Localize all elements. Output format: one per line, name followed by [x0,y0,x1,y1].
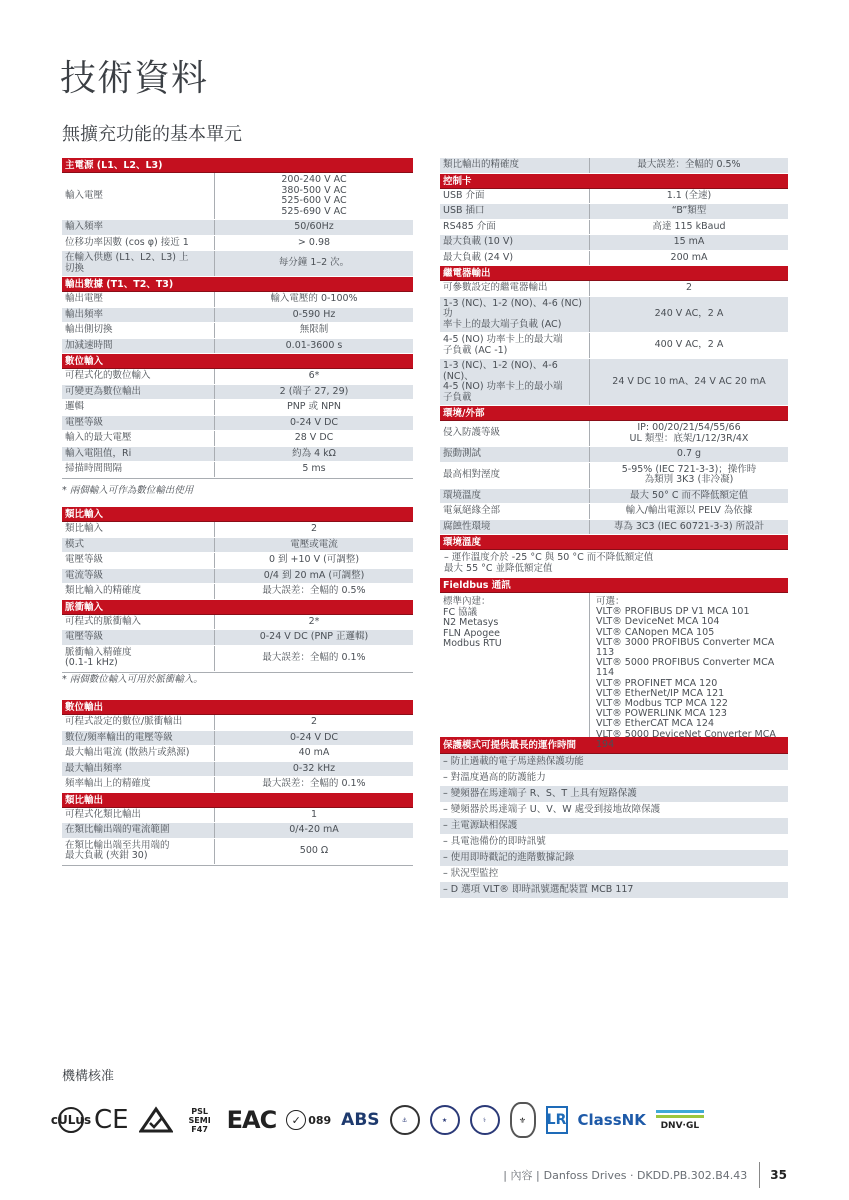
spec-row [62,251,413,277]
spec-value: 40 mA [298,747,330,758]
spec-value: 5-95% (IEC 721-3-3)；操作時 為類別 3K3 (非冷凝) [621,463,757,485]
spec-label: 電壓等級 [62,553,215,568]
spec-label: USB 介面 [440,189,590,204]
spec-label: 在類比輸出端的電流範圍 [62,823,215,838]
spec-label: 加減速時間 [62,339,215,354]
footnote-digital-inputs: * 兩個輸入可作為數位輸出使用 [62,485,194,496]
spec-row [62,646,413,672]
spec-row [62,522,413,538]
spec-value: 200 mA [670,251,708,263]
registro-logo: ⚜ [510,1102,536,1138]
spec-row [62,615,413,631]
spec-table-outputs [62,700,413,866]
page-title: 技術資料 [60,58,209,99]
spec-row [62,308,413,324]
spec-label: 電壓等級 [62,630,215,645]
right-column [440,158,788,898]
spec-row [62,462,413,478]
spec-label: 邏輯 [62,400,215,415]
page-footer [503,1162,787,1188]
spec-value: 每分鐘 1–2 次。 [278,257,350,269]
section-header-fieldbus: Fieldbus 通訊 [440,578,788,593]
spec-row [62,538,413,554]
spec-label: 輸入頻率 [62,220,215,235]
spec-row [62,731,413,747]
page-number: 35 [759,1162,787,1188]
spec-label: 輸入電阻值，Ri [62,447,215,462]
protection-item: – 具電池備份的即時訊號 [443,836,546,847]
spec-value: 0/4-20 mA [289,824,339,835]
spec-value: 0 到 +10 V (可調整) [268,554,360,565]
spec-label: 類比輸出的精確度 [440,158,590,173]
section-header-ambient: 環境溫度 [440,535,788,550]
spec-label: 振動測試 [440,447,590,462]
ul-logo: cULus [58,1107,84,1133]
spec-row [62,569,413,585]
spec-value: 0.01-3600 s [285,339,343,351]
spec-value: 電壓或電流 [290,538,338,550]
spec-row [440,447,788,463]
protection-item: – 變頻器於馬達端子 U、V、W 處受到接地故障保護 [443,804,661,815]
spec-value: 28 V DC [294,432,334,443]
dnv-gl-text: DNV·GL [660,1120,700,1131]
eac-logo: EAC [226,1106,277,1134]
spec-row [62,808,413,824]
spec-value: 2 (端子 27, 29) [279,385,349,397]
lloyds-register-logo: LR [546,1106,568,1134]
spec-label: 最高相對溼度 [440,463,590,488]
spec-label: 侵入防護等級 [440,421,590,446]
spec-label: RS485 介面 [440,220,590,235]
spec-label: 輸出側切換 [62,323,215,338]
spec-value: 2 [685,282,693,293]
spec-value: PNP 或 NPN [286,401,342,412]
section-header: 主電源 (L1、L2、L3) [62,158,413,173]
spec-row [440,489,788,505]
ambient-text: – 運作溫度介於 -25 °C 與 50 °C 而不降低額定值 最大 55 °C 並降低額定值 [444,552,654,574]
spec-label: 最大輸出頻率 [62,762,215,777]
spec-row [62,220,413,236]
spec-value: 5 ms [302,463,326,474]
spec-value: IP: 00/20/21/54/55/66 UL 類型：底架/1/12/3R/4X [629,422,749,444]
spec-label: 在類比輸出端至共用端的 最大負載 (夾鉗 30) [62,839,215,864]
spec-value: 0-32 kHz [292,762,336,774]
protection-item: – 主電源缺相保護 [440,818,788,834]
section-header-protection: 保護模式可提供最長的運作時間 [440,737,788,754]
dnv-gl-logo [656,1110,704,1131]
spec-label: 電氣絕緣全部 [440,504,590,519]
spec-value: 最大誤差：全幅的 0.1% [262,778,366,789]
check-089-logo: ✓ 089 [286,1110,331,1130]
spec-row [62,447,413,463]
spec-row [440,189,788,205]
spec-value: 1 [310,808,318,820]
protection-item: – D 選項 VLT® 即時訊號選配裝置 MCB 117 [440,882,788,898]
spec-label: 類比輸入的精確度 [62,584,215,599]
spec-row [62,715,413,731]
spec-row [62,762,413,778]
spec-label: 最大負載 (24 V) [440,251,590,266]
spec-value: 24 V DC 10 mA、24 V AC 20 mA [612,375,766,387]
spec-label: 輸入電壓 [62,173,215,219]
footer-section[interactable]: | 內容 | [503,1169,540,1182]
spec-label: 腐蝕性環境 [440,520,590,535]
spec-row [62,416,413,432]
spec-row [62,385,413,401]
spec-label: 頻率輸出上的精確度 [62,777,215,792]
spec-value: > 0.98 [297,236,331,248]
spec-value: 1.1 (全速) [666,189,712,201]
spec-value: 2 [310,716,318,727]
spec-row [62,323,413,339]
spec-label: 可程式化的數位輸入 [62,369,215,384]
protection-item: – 狀況型監控 [443,868,499,879]
spec-value: 50/60Hz [294,221,334,232]
section-header: 控制卡 [440,174,788,189]
certification-logos [50,1100,704,1140]
spec-value: 240 V AC，2 A [654,308,724,319]
ce-logo: CE [94,1105,129,1135]
seal-logo-2: ★ [430,1105,460,1135]
spec-label: 電壓等級 [62,416,215,431]
spec-row [440,463,788,489]
seal-logo-3: ⚕ [470,1105,500,1135]
footer-doc-id: Danfoss Drives · DKDD.PB.302.B4.43 [543,1168,748,1182]
spec-row [62,839,413,865]
spec-value: 0.7 g [676,448,702,459]
classnk-logo: ClassNK [577,1111,646,1129]
protection-item: – 變頻器在馬達端子 R、S、T 上具有短路保護 [440,786,788,802]
spec-row [440,158,788,174]
certifications-label: 機構核准 [62,1069,115,1084]
spec-row [62,584,413,600]
spec-value: 0/4 到 20 mA (可調整) [263,569,365,581]
spec-label: 最大輸出電流 (散熱片或熱源) [62,746,215,761]
spec-row [62,400,413,416]
spec-row [440,204,788,220]
seal-logo-1: ⚓ [390,1105,420,1135]
spec-value: 400 V AC，2 A [654,339,724,351]
spec-row [440,281,788,297]
spec-row [62,431,413,447]
spec-row [62,777,413,793]
spec-table-control-relay-env [440,158,788,535]
spec-value: 2 [310,523,318,534]
spec-value: 專為 3C3 (IEC 60721-3-3) 所設計 [613,520,765,532]
spec-label: 可程式化類比輸出 [62,808,215,823]
fieldbus-optional-list: 可選： VLT® PROFIBUS DP V1 MCA 101 VLT® DeviceNet MCA 104 VLT® CANopen MCA 105 VLT® 3000 PROFIBUS Converter MCA 113 VLT® 5000 PROFIBUS Converter MCA 114 VLT® PROFINET MCA 120 VLT® EtherNet/IP MCA 121 VLT® Modbus TCP MCA 122 VLT® POWERLINK MCA 123 VLT® EtherCAT MCA 124 VLT® 5000 DeviceNet Converter MCA 194 [596,596,776,750]
spec-label: 最大負載 (10 V) [440,235,590,250]
spec-row [440,333,788,359]
spec-value: 0-590 Hz [292,308,336,320]
spec-value: 0-24 V DC [289,416,339,428]
spec-label: 1-3 (NC)、1-2 (NO)、4-6 (NC) 功 率卡上的最大端子負載 (AC) [440,297,590,333]
protection-item: – 對溫度過高的防護能力 [443,772,546,783]
spec-row [62,823,413,839]
spec-label: 1-3 (NC)、1-2 (NO)、4-6 (NC)、 4-5 (NO) 功率卡上的最小端 子負載 [440,359,590,405]
spec-row [440,504,788,520]
spec-row [440,421,788,447]
spec-value: 2* [308,615,320,627]
spec-value: 最大誤差：全幅的 0.1% [262,651,366,663]
spec-row [62,292,413,308]
spec-label: USB 插口 [440,204,590,219]
check-089-number: 089 [308,1113,332,1127]
spec-table-analog-pulse-input [62,507,413,673]
spec-row [440,220,788,236]
spec-label: 模式 [62,538,215,553]
rcm-logo [139,1106,173,1134]
spec-row [62,553,413,569]
protection-list [440,754,788,898]
spec-row [62,630,413,646]
spec-row [440,359,788,406]
spec-value: 輸入電壓的 0-100% [270,293,358,304]
protection-item: – 防止過載的電子馬達熱保護功能 [440,754,788,770]
spec-value: 15 mA [673,236,705,247]
section-header: 類比輸入 [62,507,413,522]
section-header: 繼電器輸出 [440,266,788,281]
spec-value: 500 Ω [299,844,329,856]
spec-row [440,297,788,334]
spec-value: “B”類型 [671,205,707,216]
spec-label: 可變更為數位輸出 [62,385,215,400]
footnote-pulse-inputs: * 兩個數位輸入可用於脈衝輸入。 [62,674,203,685]
abs-logo: ABS [341,1110,380,1130]
spec-label: 可程式的脈衝輸入 [62,615,215,630]
spec-row [62,369,413,385]
section-header: 類比輸出 [62,793,413,808]
spec-label: 環境溫度 [440,489,590,504]
spec-value: 高達 115 kBaud [652,220,726,232]
protection-item: – 使用即時戳記的進階數據記錄 [440,850,788,866]
spec-label: 脈衝輸入精確度 (0.1-1 kHz) [62,646,215,671]
spec-value: 無限制 [299,324,329,335]
page-subtitle: 無擴充功能的基本單元 [62,124,242,145]
spec-value: 6* [308,370,320,381]
spec-value: 最大 50° C 而不降低額定值 [629,489,749,501]
spec-value: 200-240 V AC 380-500 V AC 525-600 V AC 525-690 V AC [281,174,347,217]
spec-value: 0-24 V DC (PNP 正邏輯) [259,631,369,642]
section-header: 脈衝輸入 [62,600,413,615]
spec-row [62,173,413,220]
spec-value: 最大誤差：全幅的 0.5% [262,585,366,596]
spec-value: 0-24 V DC [289,731,339,743]
section-header: 數位輸入 [62,354,413,369]
spec-label: 輸入的最大電壓 [62,431,215,446]
section-header: 環境/外部 [440,406,788,421]
spec-label: 輸出電壓 [62,292,215,307]
psl-semi-f47-logo: PSL SEMI F47 [188,1106,211,1134]
spec-row [62,236,413,252]
spec-label: 掃描時間間隔 [62,462,215,477]
spec-row [440,520,788,536]
spec-label: 數位/頻率輸出的電壓等級 [62,731,215,746]
spec-table-power-io [62,158,413,479]
spec-label: 位移功率因數 (cos φ) 接近 1 [62,236,215,251]
spec-value: 最大誤差：全幅的 0.5% [637,159,741,170]
spec-label: 電流等級 [62,569,215,584]
spec-label: 可程式設定的數位/脈衝輸出 [62,715,215,730]
fieldbus-standard-list: 標準內建： FC 協議 N2 Metasys FLN Apogee Modbus RTU [440,593,590,737]
spec-row [440,251,788,267]
section-header: 數位輸出 [62,700,413,715]
spec-value: 約為 4 kΩ [292,447,336,459]
spec-label: 在輸入供應 (L1、L2、L3) 上 切換 [62,251,215,276]
spec-row [62,339,413,355]
spec-label: 輸出頻率 [62,308,215,323]
spec-label: 類比輸入 [62,522,215,537]
spec-row [62,746,413,762]
section-header: 輸出數據 (T1、T2、T3) [62,277,413,292]
spec-label: 4-5 (NO) 功率卡上的最大端 子負載 (AC -1) [440,333,590,358]
spec-label: 可參數設定的繼電器輸出 [440,281,590,296]
spec-value: 輸入/輸出電源以 PELV 為依據 [625,505,753,516]
spec-row [440,235,788,251]
